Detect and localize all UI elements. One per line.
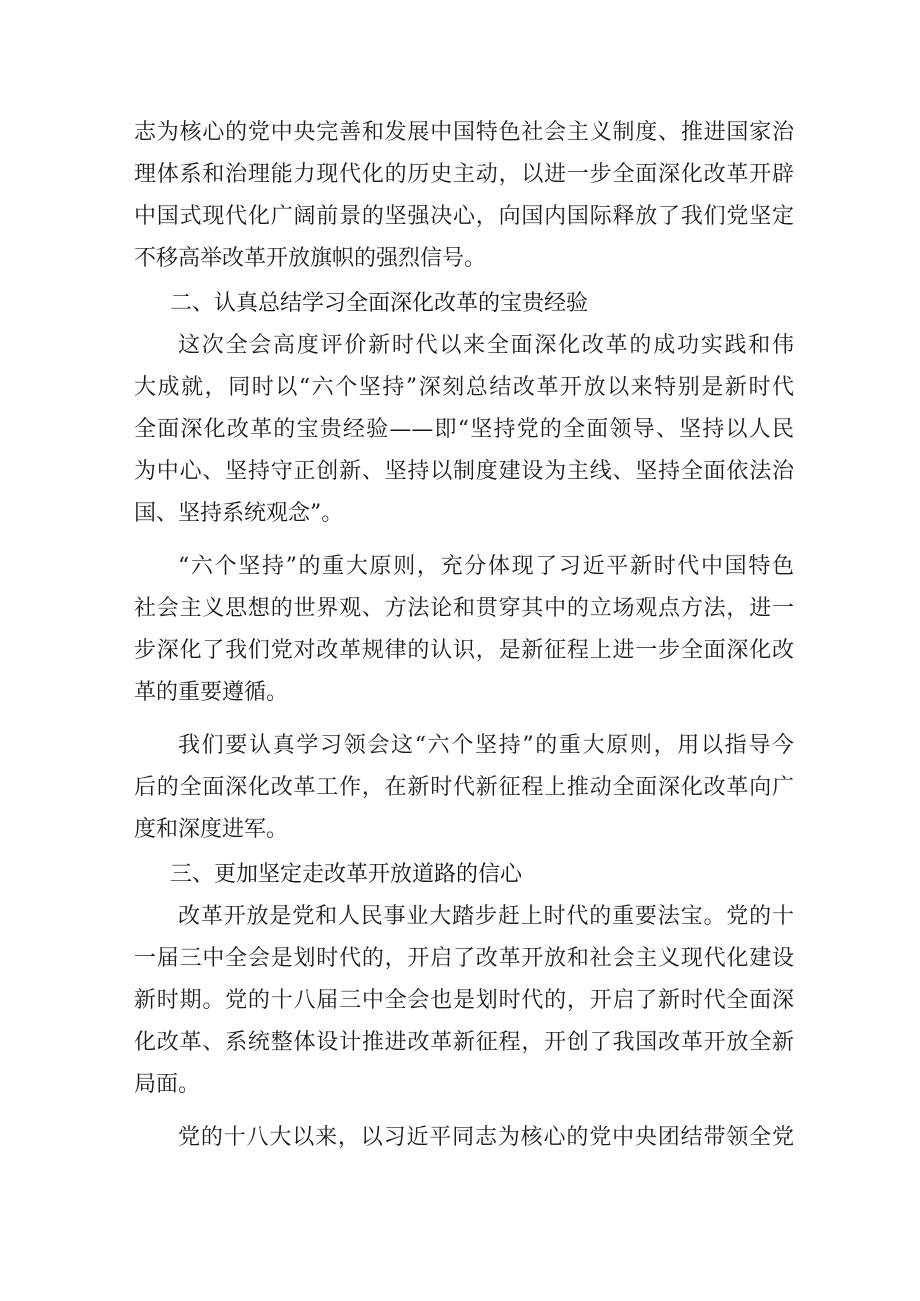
text-line: “六个坚持”的重大原则，充分体现了习近平新时代中国特色 xyxy=(178,554,794,579)
text-line: 大成就，同时以“六个坚持”深刻总结改革开放以来特别是新时代 xyxy=(134,375,794,400)
text-line: 新时期。党的十八届三中全会也是划时代的，开启了新时代全面深 xyxy=(134,988,794,1013)
text-line: 国、坚持系统观念”。 xyxy=(134,501,344,526)
text-line: 理体系和治理能力现代化的历史主动，以进一步全面深化改革开辟 xyxy=(134,162,794,187)
paragraph-3a xyxy=(134,896,794,1106)
text-line: 革的重要遵循。 xyxy=(134,680,289,705)
text-line: 步深化了我们党对改革规律的认识，是新征程上进一步全面深化改 xyxy=(134,638,794,663)
section-heading-2: 二、认真总结学习全面深化改革的宝贵经验 xyxy=(170,291,589,316)
text-line: 化改革、系统整体设计推进改革新征程，开创了我国改革开放全新 xyxy=(134,1030,794,1055)
text-line: 不移高举改革开放旗帜的强烈信号。 xyxy=(134,246,487,271)
paragraph-2c xyxy=(134,725,794,851)
document-page xyxy=(134,112,794,1159)
paragraph-2b xyxy=(134,546,794,714)
text-line: 全面深化改革的宝贵经验——即“坚持党的全面领导、坚持以人民 xyxy=(134,417,794,442)
paragraph-3b xyxy=(134,1117,794,1159)
text-line: 改革开放是党和人民事业大踏步赶上时代的重要法宝。党的十 xyxy=(178,904,794,929)
text-line: 志为核心的党中央完善和发展中国特色社会主义制度、推进国家治 xyxy=(134,120,794,145)
text-line: 这次全会高度评价新时代以来全面深化改革的成功实践和伟 xyxy=(178,333,794,358)
text-line: 我们要认真学习领会这“六个坚持”的重大原则，用以指导今 xyxy=(178,733,794,758)
text-line: 为中心、坚持守正创新、坚持以制度建设为主线、坚持全面依法治 xyxy=(134,459,794,484)
text-line: 社会主义思想的世界观、方法论和贯穿其中的立场观点方法，进一 xyxy=(134,596,794,621)
text-line: 度和深度进军。 xyxy=(134,817,289,842)
paragraph-2a xyxy=(134,325,794,535)
text-line: 后的全面深化改革工作，在新时代新征程上推动全面深化改革向广 xyxy=(134,775,794,800)
text-line: 局面。 xyxy=(134,1072,201,1097)
text-line: 一届三中全会是划时代的，开启了改革开放和社会主义现代化建设 xyxy=(134,946,794,971)
section-heading-3: 三、更加坚定走改革开放道路的信心 xyxy=(170,862,523,887)
text-line: 党的十八大以来，以习近平同志为核心的党中央团结带领全党 xyxy=(178,1125,794,1150)
paragraph-intro xyxy=(134,112,794,280)
text-line: 中国式现代化广阔前景的坚强决心，向国内国际释放了我们党坚定 xyxy=(134,204,794,229)
